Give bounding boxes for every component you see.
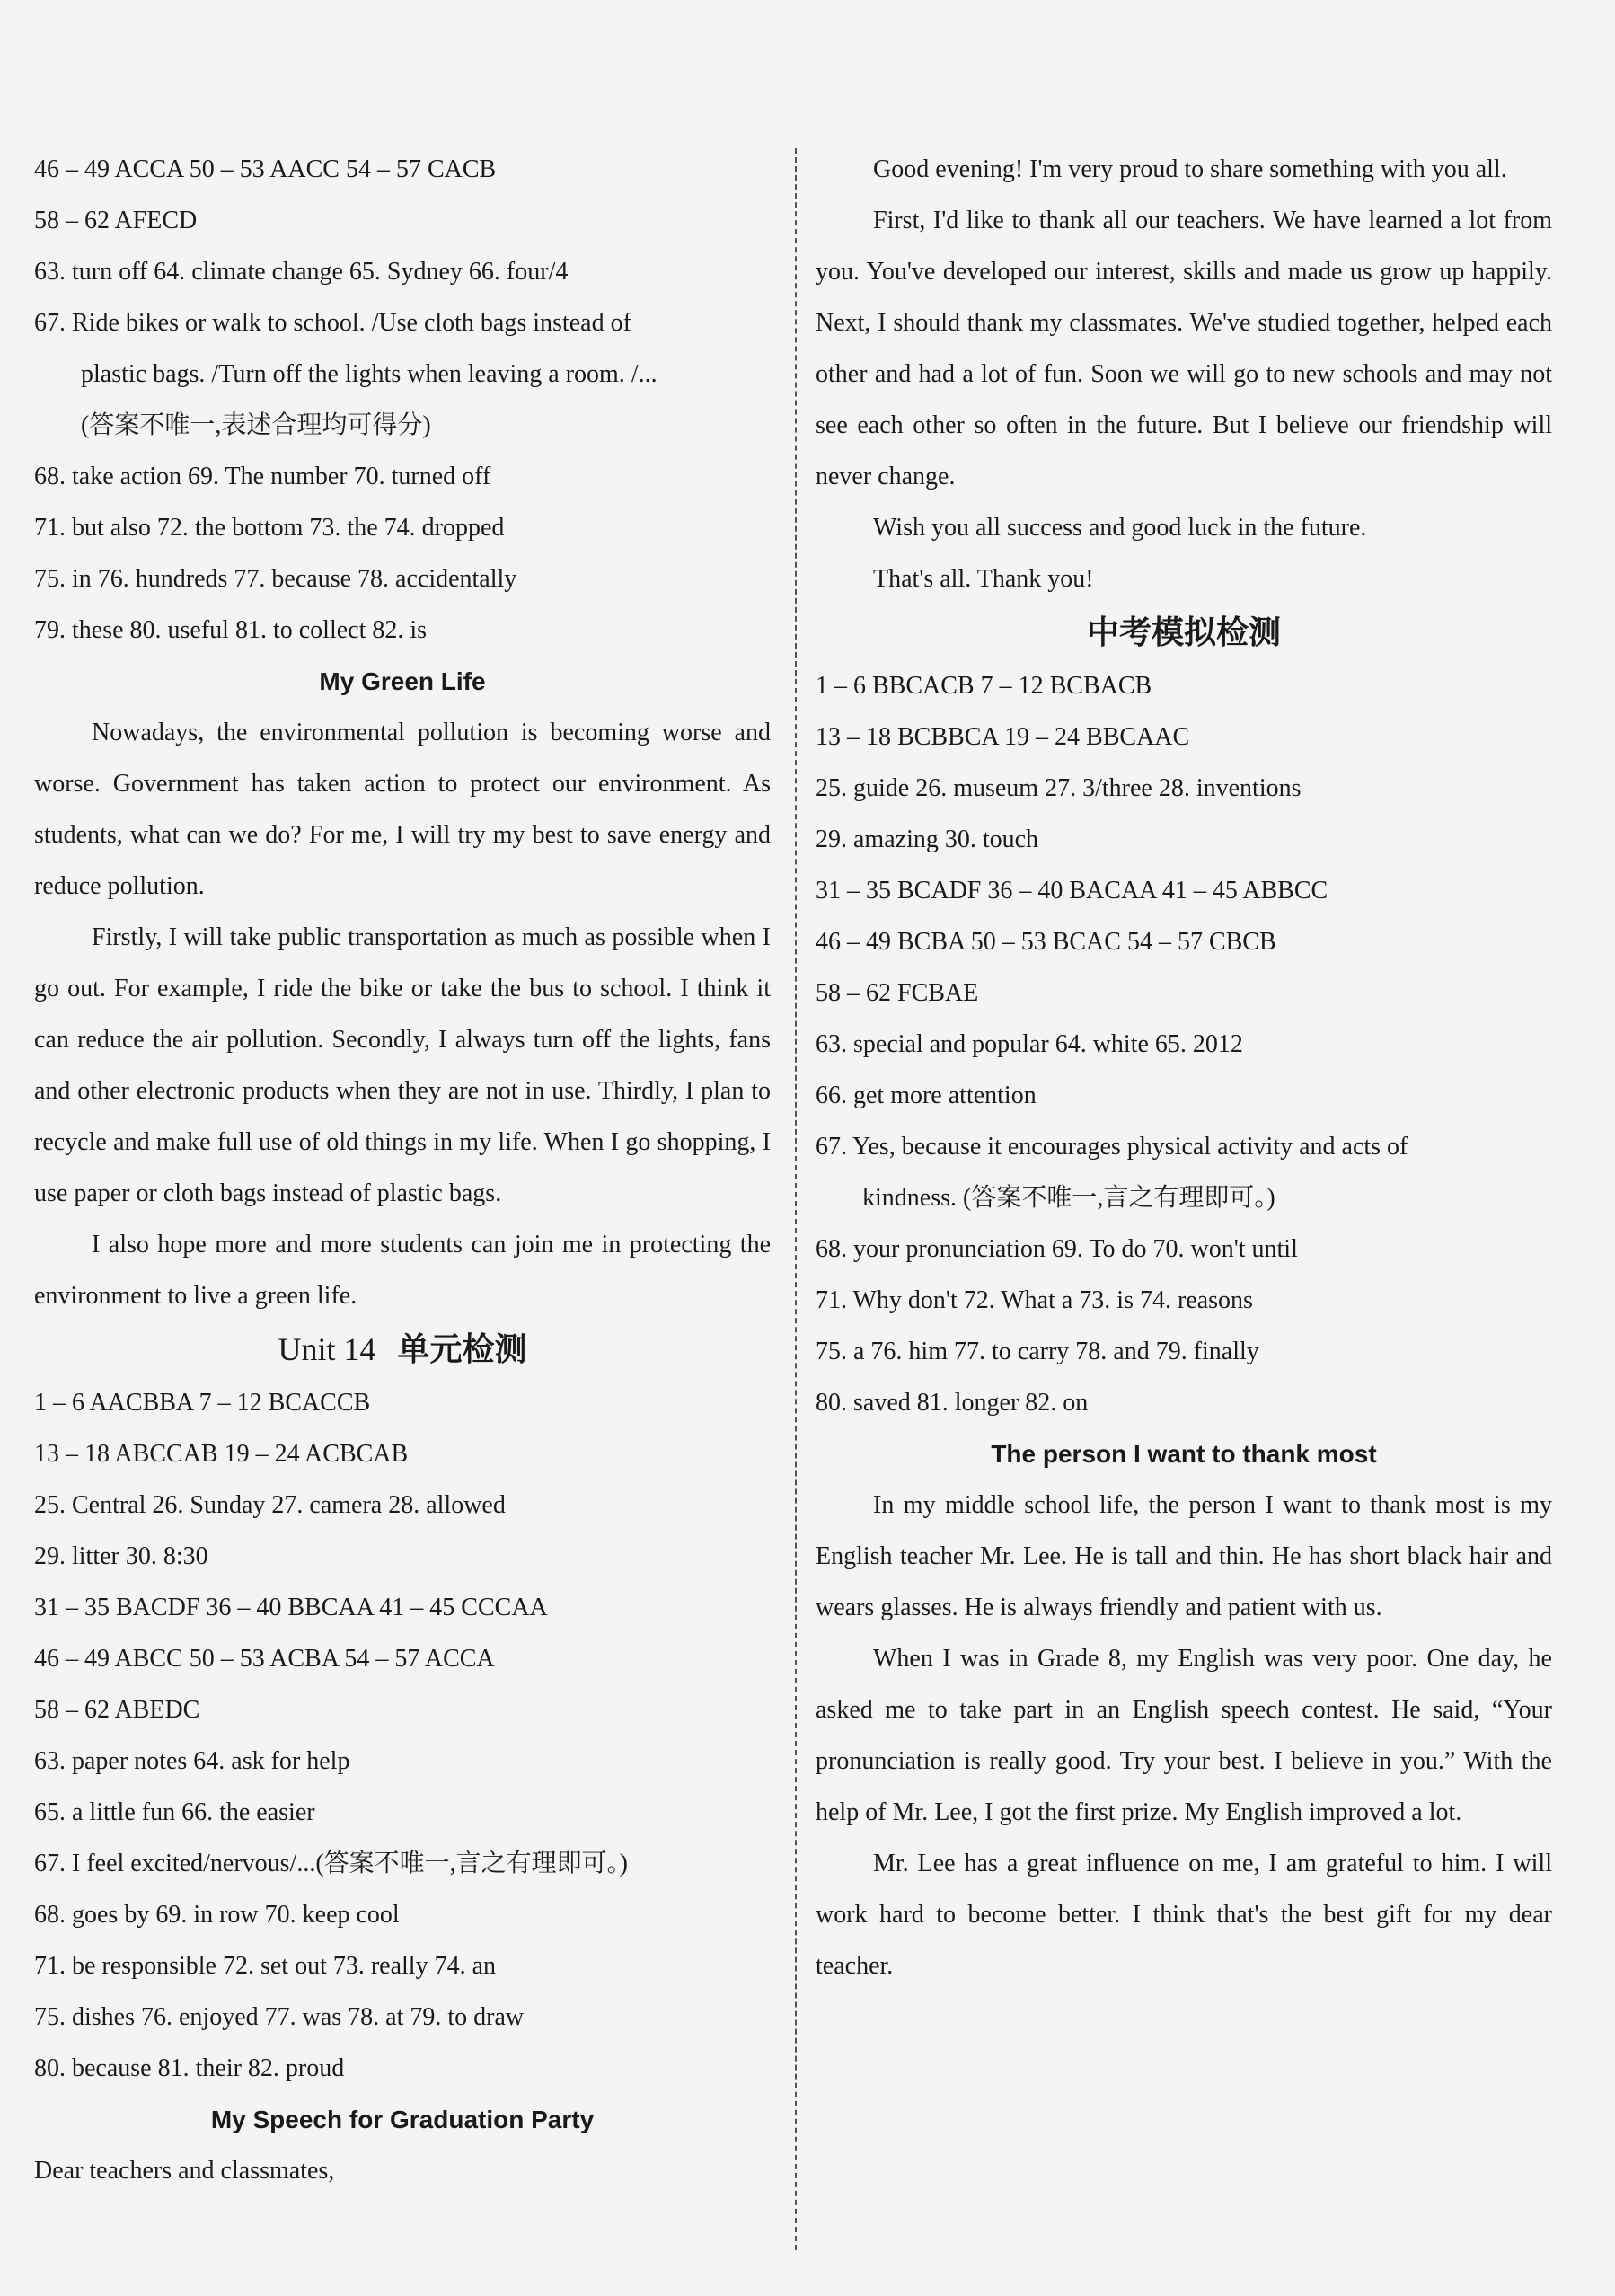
column-divider: [795, 148, 797, 2250]
answer-line: 31 – 35 BACDF 36 – 40 BBCAA 41 – 45 CCCAA: [34, 1594, 548, 1621]
answer-line: 71. Why don't 72. What a 73. is 74. reasons: [816, 1286, 1253, 1314]
answer-line: 46 – 49 ABCC 50 – 53 ACBA 54 – 57 ACCA: [34, 1645, 495, 1673]
answer-note: (答案不唯一,表述合理均可得分): [81, 411, 431, 439]
answer-line: 46 – 49 ACCA 50 – 53 AACC 54 – 57 CACB: [34, 155, 497, 183]
answer-line: 80. saved 81. longer 82. on: [816, 1389, 1089, 1417]
unit-label: Unit 14: [278, 1331, 376, 1367]
answer-line: 66. get more attention: [816, 1082, 1037, 1109]
essay-paragraph: I also hope more and more students can join me in protecting the environment to live a green life.: [34, 1231, 771, 1310]
answer-line: 65. a little fun 66. the easier: [34, 1798, 315, 1826]
speech-paragraph: That's all. Thank you!: [873, 565, 1094, 593]
answer-line: 31 – 35 BCADF 36 – 40 BACAA 41 – 45 ABBCC: [816, 877, 1328, 905]
essay-title-person-to-thank: The person I want to thank most: [991, 1440, 1377, 1468]
answer-line: 13 – 18 ABCCAB 19 – 24 ACBCAB: [34, 1440, 409, 1468]
answer-line: 68. your pronunciation 69. To do 70. won't until: [816, 1235, 1298, 1263]
essay-paragraph: In my middle school life, the person I want to thank most is my English teacher Mr. Lee. He is tall and thin. He has short black hair and wears glasses. He is always friendly and patient with us.: [816, 1491, 1552, 1621]
speech-paragraph: Good evening! I'm very proud to share something with you all.: [873, 155, 1507, 183]
answer-line: 29. litter 30. 8:30: [34, 1542, 208, 1570]
essay-paragraph: When I was in Grade 8, my English was very poor. One day, he asked me to take part in an English speech contest. He said, “Your pronunciation is really good. Try your best. I believe in you.” With the help of Mr. Lee, I got the first prize. My English improved a lot.: [816, 1645, 1552, 1826]
section-heading-mock-exam: [816, 605, 1552, 660]
answer-line: 80. because 81. their 82. proud: [34, 2054, 345, 2082]
answer-line: 63. turn off 64. climate change 65. Sydney 66. four/4: [34, 258, 569, 286]
answer-line-q67: 67. Ride bikes or walk to school. /Use cloth bags instead of: [34, 309, 631, 337]
answer-line-q67: 67. Yes, because it encourages physical activity and acts of: [816, 1133, 1408, 1161]
answer-line: 25. guide 26. museum 27. 3/three 28. inventions: [816, 774, 1302, 802]
right-column: [816, 144, 1552, 1991]
answer-line: 25. Central 26. Sunday 27. camera 28. allowed: [34, 1491, 506, 1519]
speech-greeting: Dear teachers and classmates,: [34, 2157, 335, 2185]
answer-line: 63. special and popular 64. white 65. 2012: [816, 1030, 1243, 1058]
speech-paragraph: Wish you all success and good luck in the future.: [873, 514, 1367, 542]
answer-line: 63. paper notes 64. ask for help: [34, 1747, 350, 1775]
answer-line: 13 – 18 BCBBCA 19 – 24 BBCAAC: [816, 723, 1190, 751]
answer-line: 1 – 6 AACBBA 7 – 12 BCACCB: [34, 1389, 371, 1417]
answer-line: 67. I feel excited/nervous/...(答案不唯一,言之有理即可。): [34, 1850, 628, 1877]
answer-line: 68. take action 69. The number 70. turned off: [34, 463, 491, 490]
unit-heading: [34, 1321, 771, 1377]
answer-line: 75. in 76. hundreds 77. because 78. accidentally: [34, 565, 517, 593]
speech-paragraph: First, I'd like to thank all our teachers. We have learned a lot from you. You've developed our interest, skills and made us grow up happily. Next, I should thank my classmates. We've studied together, helped each other and had a lot of fun. Soon we will go to new schools and may not see each other so often in the future. But I believe our friendship will never change.: [816, 207, 1552, 490]
answer-line-q67-cont: kindness. (答案不唯一,言之有理即可。): [862, 1184, 1275, 1212]
essay-paragraph: Firstly, I will take public transportation as much as possible when I go out. For example, I ride the bike or take the bus to school. I think it can reduce the air pollution. Secondly, I always turn off the lights, fans and other electronic products when they are not in use. Thirdly, I plan to recycle and make full use of old things in my life. When I go shopping, I use paper or cloth bags instead of plastic bags.: [34, 923, 771, 1207]
essay-title-graduation-speech: My Speech for Graduation Party: [210, 2106, 595, 2133]
answer-line: 1 – 6 BBCACB 7 – 12 BCBACB: [816, 672, 1152, 700]
answer-line: 71. but also 72. the bottom 73. the 74. dropped: [34, 514, 505, 542]
answer-line: 75. dishes 76. enjoyed 77. was 78. at 79. to draw: [34, 2003, 525, 2031]
answer-line: 58 – 62 ABEDC: [34, 1696, 200, 1724]
answer-line: 29. amazing 30. touch: [816, 826, 1039, 853]
answer-line-q67-cont: plastic bags. /Turn off the lights when leaving a room. /...: [81, 360, 657, 388]
answer-line: 68. goes by 69. in row 70. keep cool: [34, 1901, 400, 1929]
answer-line: 75. a 76. him 77. to carry 78. and 79. finally: [816, 1338, 1259, 1365]
answer-line: 71. be responsible 72. set out 73. really 74. an: [34, 1952, 497, 1980]
answer-line: 46 – 49 BCBA 50 – 53 BCAC 54 – 57 CBCB: [816, 928, 1276, 956]
essay-paragraph: Nowadays, the environmental pollution is becoming worse and worse. Government has taken action to protect our environment. As students, what can we do? For me, I will try my best to save energy and reduce pollution.: [34, 719, 771, 900]
essay-title-my-green-life: My Green Life: [319, 667, 486, 695]
answer-line: 58 – 62 AFECD: [34, 207, 198, 234]
essay-paragraph: Mr. Lee has a great influence on me, I am grateful to him. I will work hard to become better. I think that's the best gift for my dear teacher.: [816, 1850, 1552, 1980]
answer-line: 58 – 62 FCBAE: [816, 979, 979, 1007]
left-column: [34, 144, 771, 2196]
section-title: 中考模拟检测: [1086, 614, 1281, 650]
answer-line: 79. these 80. useful 81. to collect 82. is: [34, 616, 428, 644]
unit-title: 单元检测: [397, 1331, 527, 1367]
